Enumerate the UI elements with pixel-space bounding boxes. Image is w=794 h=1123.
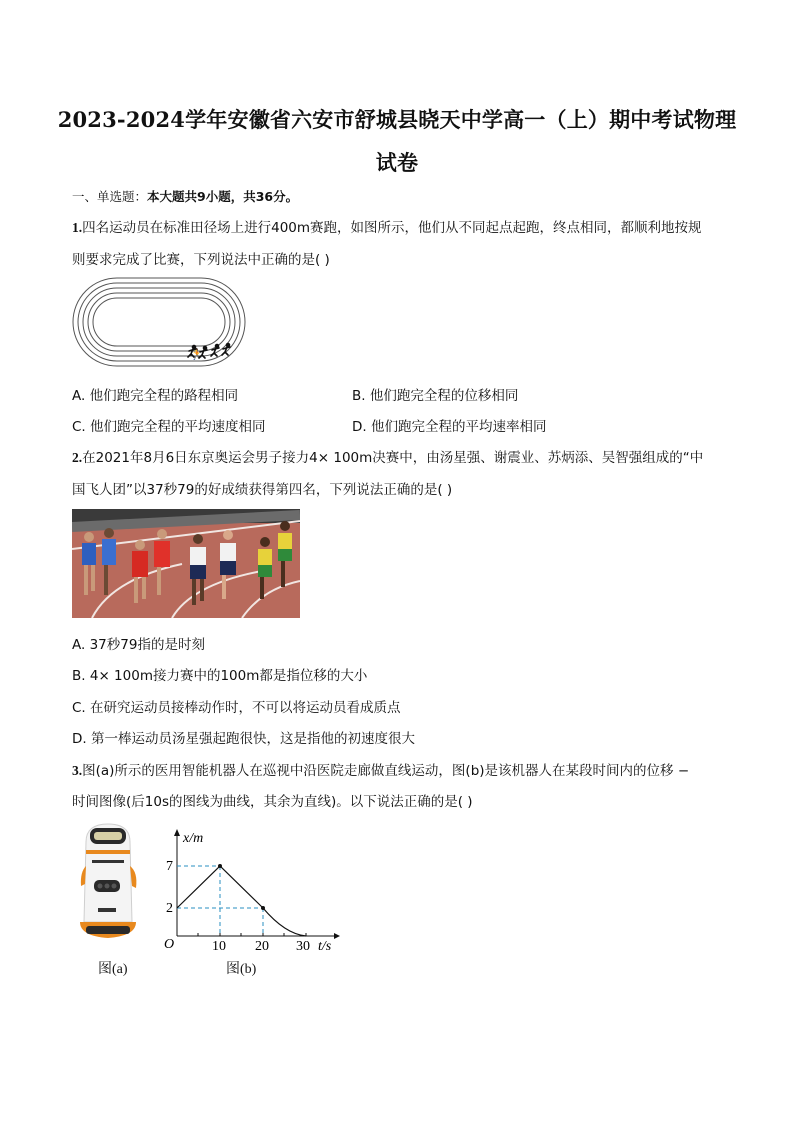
- figure-b-caption: 图(b): [226, 962, 257, 977]
- running-track-diagram: [70, 275, 250, 370]
- running-track-icon: [70, 275, 250, 370]
- section-desc: 本大题共9小题，共36分。: [147, 189, 299, 204]
- q1-option-a: A. 他们跑完全程的路程相同: [72, 388, 239, 404]
- question-3-stem: 3.图(a)所示的医用智能机器人在巡视中沿医院走廊做直线运动，图(b)是该机器人在某段时间内的位移 −: [72, 763, 690, 779]
- y-tick-7: 7: [166, 859, 173, 874]
- x-tick-30: 30: [296, 939, 310, 950]
- position-time-graph: [160, 826, 340, 950]
- section-header: [72, 187, 298, 205]
- q2-option-d: D. 第一棒运动员汤星强起跑很快，这是指他的初速度很大: [72, 731, 415, 747]
- question-1-stem-line2: 则要求完成了比赛，下列说法中正确的是( ): [72, 252, 330, 268]
- position-time-chart: [160, 826, 340, 950]
- page-title-continued: 试卷: [375, 150, 419, 175]
- x-tick-20: 20: [255, 939, 269, 950]
- question-2-stem: 2.在2021年8月6日东京奥运会男子接力4× 100m决赛中，由汤星强、谢震业、苏炳添、吴智强组成的“中: [72, 450, 704, 466]
- q1-option-d: D. 他们跑完全程的平均速率相同: [352, 419, 547, 435]
- y-axis-label: x/m: [183, 831, 204, 846]
- relay-race-photo: [72, 509, 300, 618]
- page-title: 2023-2024学年安徽省六安市舒城县晓天中学高一（上）期中考试物理: [57, 107, 737, 132]
- question-3-stem-line2: 时间图像(后10s的图线为曲线，其余为直线)。以下说法正确的是( ): [72, 794, 473, 810]
- svg-text:🏃: 🏃: [190, 349, 204, 361]
- x-axis-label: t/s: [318, 939, 332, 950]
- q2-option-c: C. 在研究运动员接棒动作时，不可以将运动员看成质点: [72, 700, 401, 716]
- y-tick-2: 2: [166, 901, 173, 916]
- relay-race-image: [72, 509, 300, 618]
- q1-option-c: C. 他们跑完全程的平均速度相同: [72, 419, 266, 435]
- robot-figure: [72, 822, 144, 948]
- question-1-stem: 1.四名运动员在标准田径场上进行400m赛跑，如图所示，他们从不同起点起跑，终点相同，都顺利地按规: [72, 220, 702, 236]
- section-label: 一、单选题：: [72, 189, 148, 204]
- q2-option-b: B. 4× 100m接力赛中的100m都是指位移的大小: [72, 668, 368, 684]
- x-tick-10: 10: [212, 939, 226, 950]
- figure-a-caption: 图(a): [98, 962, 128, 977]
- q2-option-a: A. 37秒79指的是时刻: [72, 637, 205, 653]
- question-2-stem-line2: 国飞人团”以37秒79的好成绩获得第四名，下列说法正确的是( ): [72, 482, 453, 498]
- robot-icon: [72, 822, 144, 948]
- q1-option-b: B. 他们跑完全程的位移相同: [352, 388, 519, 404]
- origin-label: O: [164, 937, 175, 950]
